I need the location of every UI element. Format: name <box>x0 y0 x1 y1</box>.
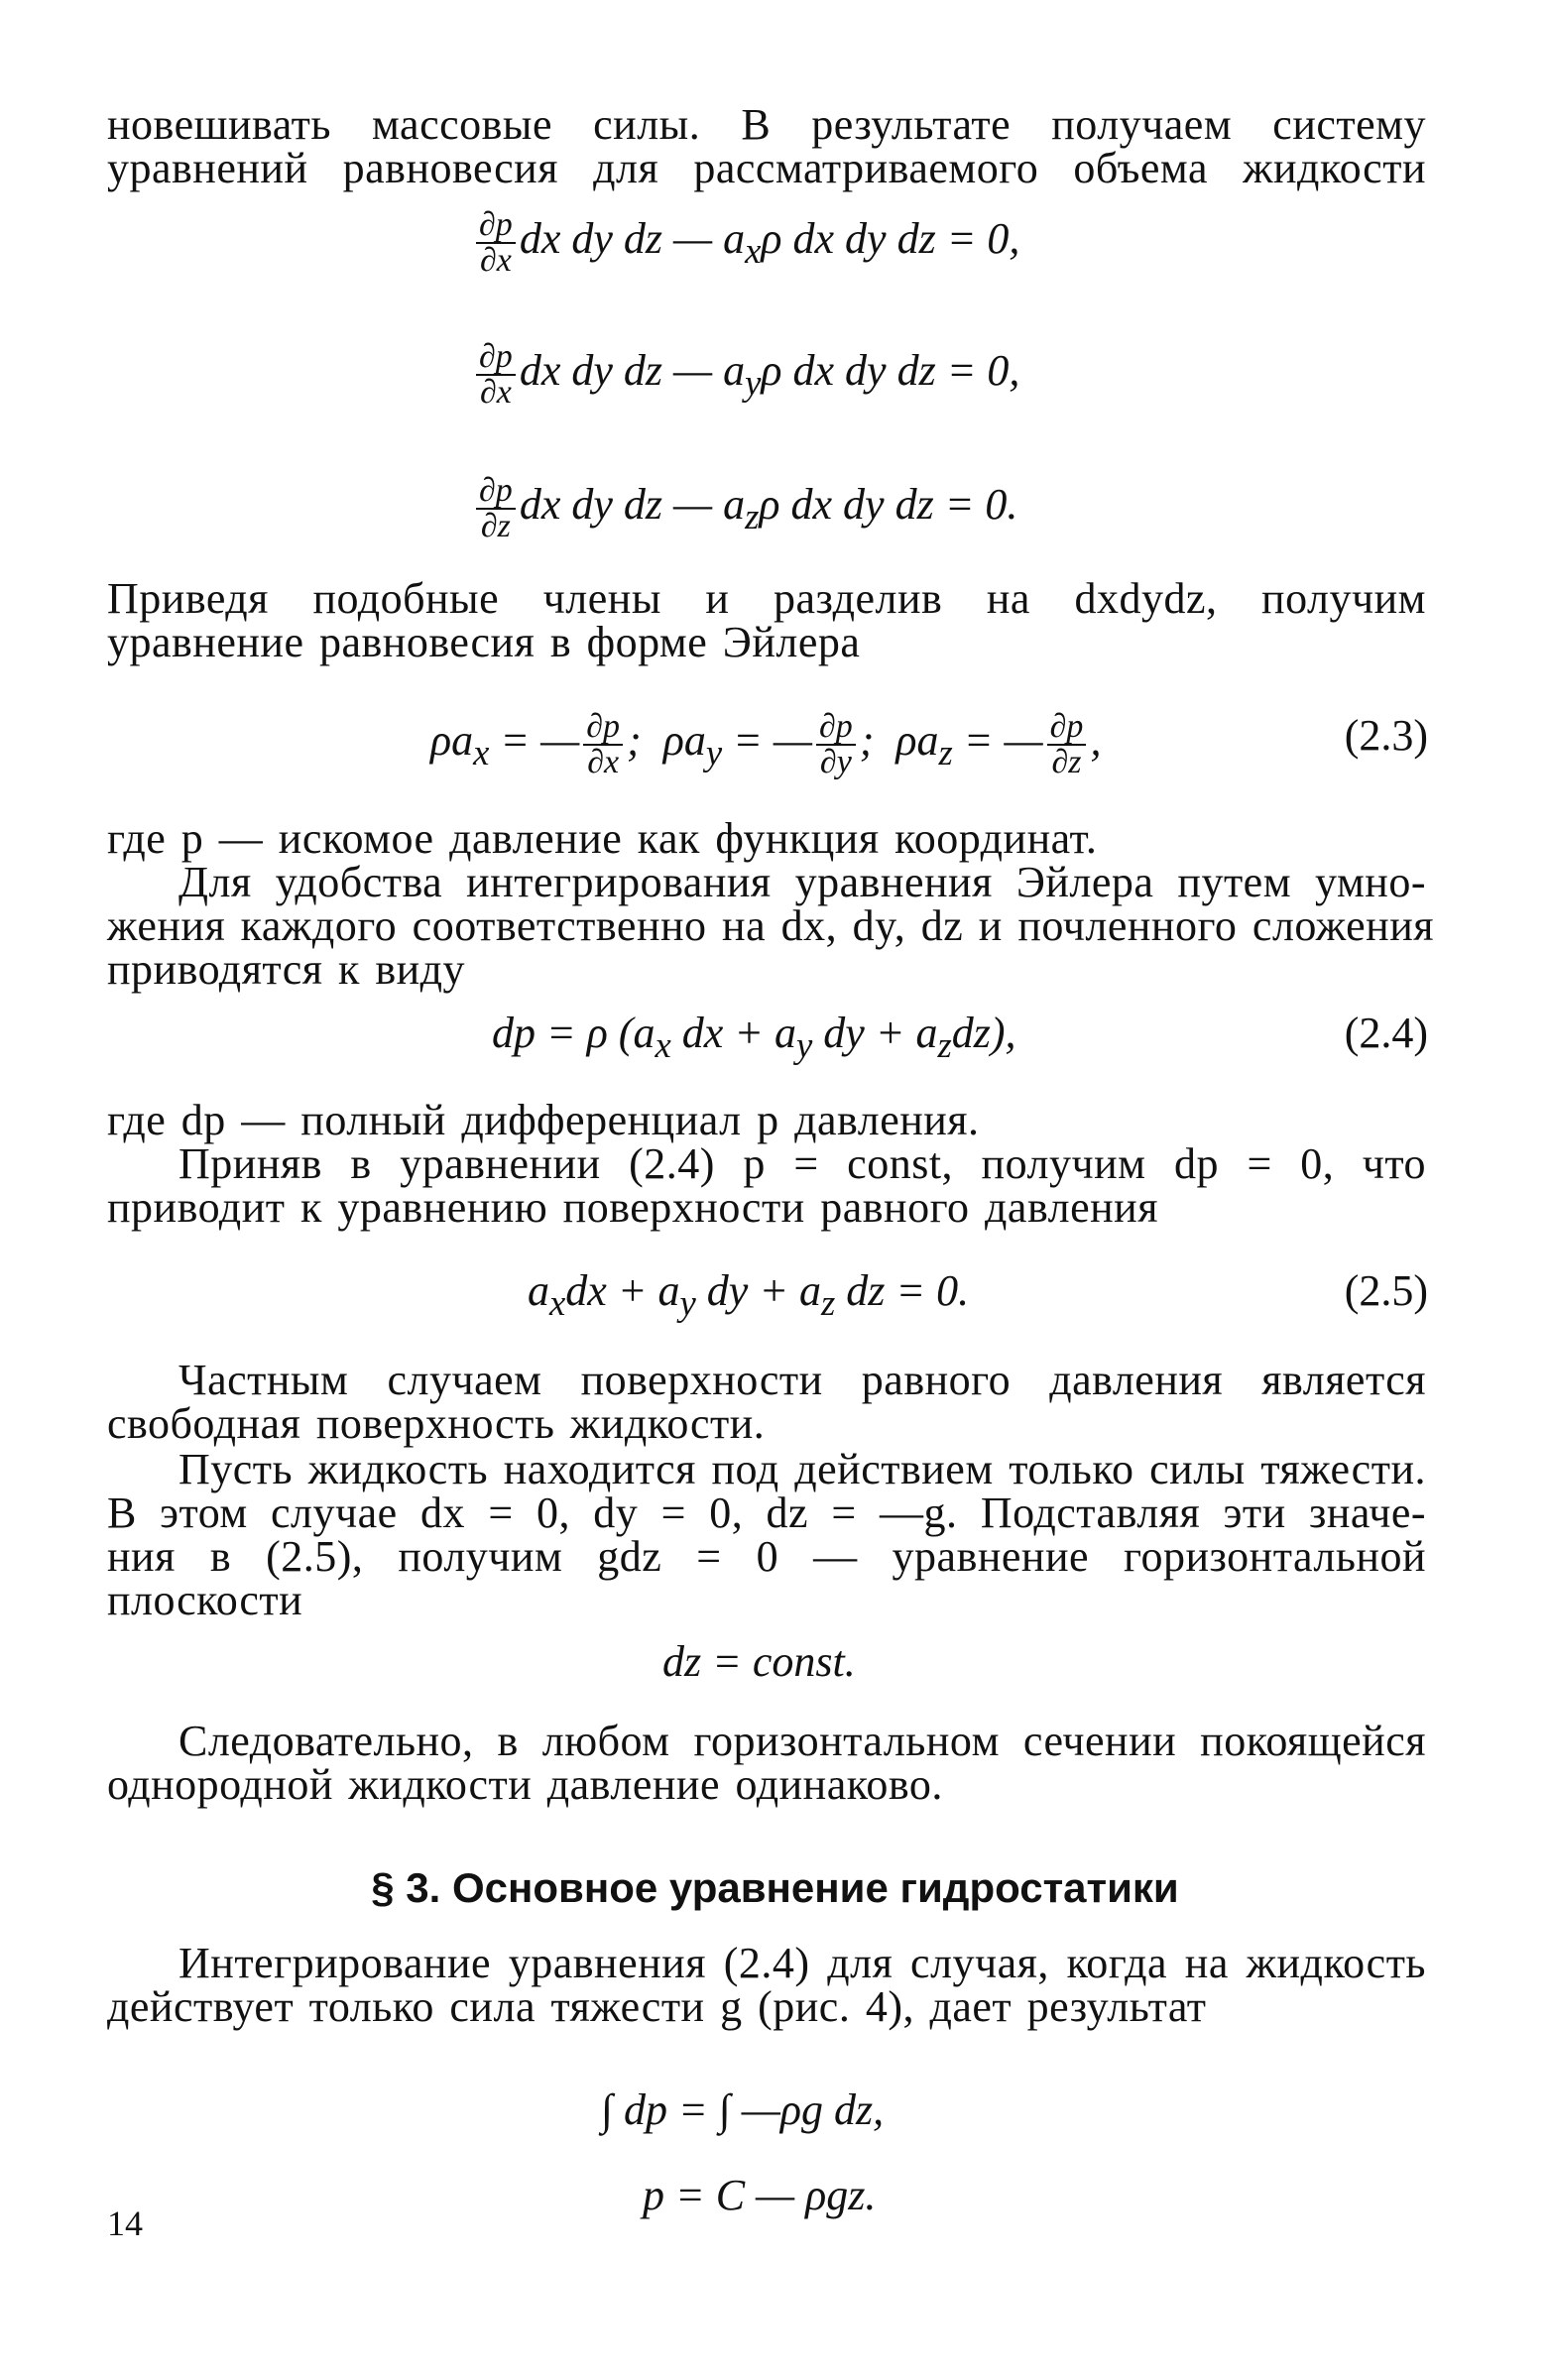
paragraph-conclusion <box>107 1717 1426 1809</box>
equation-result: p = C — ρgz. <box>643 2171 877 2219</box>
text-line: плоскости <box>107 1576 303 1624</box>
equation-number-2-5: (2.5) <box>1344 1266 1428 1315</box>
text-line: Для удобства интегрирования уравнения Эйлера путем умно- <box>179 858 1426 906</box>
text-line: где dp — полный дифференциал p давления. <box>107 1096 980 1144</box>
paragraph-const <box>107 1096 1426 1232</box>
text-line: приводит к уравнению поверхности равного давления <box>107 1183 1158 1232</box>
equation-2-4: dp = ρ ($a_x$ dx + $a_y$ dy + $a_zdz$), <box>492 1009 1016 1065</box>
text-line: жения каждого соответственно на dx, dy, dz и почленного сложения <box>107 901 1434 950</box>
text-line: где p — искомое давление как функция координат. <box>107 814 1098 863</box>
equation-number-2-4: (2.4) <box>1344 1009 1428 1057</box>
text-line: однородной жидкости давление одинаково. <box>107 1760 943 1809</box>
text-line: В этом случае dx = 0, dy = 0, dz = —g. Подставляя эти значе- <box>107 1488 1426 1537</box>
text-line: новешивать массовые силы. В результате получаем систему <box>107 100 1426 149</box>
page-number: 14 <box>107 2203 143 2243</box>
paragraph-euler <box>107 574 1426 666</box>
paragraph-intro <box>107 100 1426 192</box>
equation-2-5: $a_xdx + a_y$ dy + $a_z$ dz = 0. <box>528 1266 970 1323</box>
equation-dz-const: dz = const. <box>662 1637 856 1686</box>
paragraph-free-surface <box>107 1356 1426 1448</box>
text-line: Следовательно, в любом горизонтальном сечении покоящейся <box>179 1717 1426 1765</box>
text-line: уравнение равновесия в форме Эйлера <box>107 618 861 666</box>
paragraph-integration <box>107 814 1434 994</box>
text-line: Приведя подобные члены и разделив на dxdydz, получим <box>107 574 1426 623</box>
paragraph-gravity <box>107 1445 1426 1624</box>
section-heading: § 3. Основное уравнение гидростатики <box>371 1864 1179 1911</box>
text-line: уравнений равновесия для рассматриваемого объема жидкости <box>107 144 1426 192</box>
equation-z: $\frac{\partial p}{\partial z}$ dx dy dz — $a_z\rho$ dx dy dz = 0. <box>472 474 1017 543</box>
equation-number-2-3: (2.3) <box>1344 711 1428 760</box>
text-line: Пусть жидкость находится под действием только силы тяжести. <box>179 1445 1426 1493</box>
equation-integral: ∫ dp = ∫ —ρg dz, <box>601 2085 885 2134</box>
text-line: Приняв в уравнении (2.4) p = const, получим dp = 0, что <box>179 1139 1426 1188</box>
text-line: приводятся к виду <box>107 945 466 994</box>
equation-2-3: $\rho a_x$ = — $\frac{\partial p}{\partial x}$ ; $\rho a_y$ = — $\frac{\partial p}{\partial y}$ ; $\rho a_z$ = — $\frac{\partial p}{\partial z}$ , <box>430 708 1102 780</box>
text-line: Частным случаем поверхности равного давления является <box>179 1356 1426 1404</box>
paragraph-hydrostatics <box>107 1939 1426 2031</box>
equation-y: $\frac{\partial p}{\partial x}$ dx dy dz — $a_y\rho$ dx dy dz = 0, <box>472 340 1019 410</box>
text-line: действует только сила тяжести g (рис. 4), дает результат <box>107 1982 1207 2031</box>
text-line: Интегрирование уравнения (2.4) для случая, когда на жидкость <box>179 1939 1426 1987</box>
equation-x: $\frac{\partial p}{\partial x}$ dx dy dz — $a_x\rho$ dx dy dz = 0, <box>472 208 1019 278</box>
text-line: свободная поверхность жидкости. <box>107 1399 766 1448</box>
text-line: ния в (2.5), получим gdz = 0 — уравнение горизонтальной <box>107 1532 1426 1581</box>
